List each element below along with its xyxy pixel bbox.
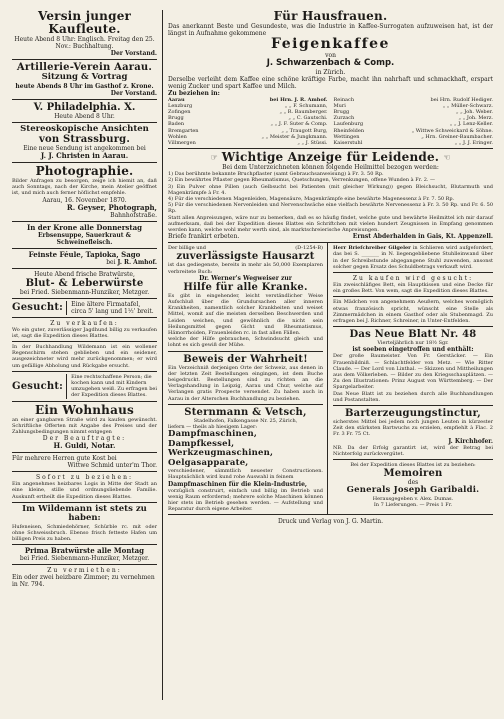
ad-name: J. Kirchhofer.	[448, 437, 493, 445]
ad-body: In der Buchhandlung Wildemann ist ein wollener Regenschirm stehen geblieben und ein seidener, ausgezeichneter wird mehr zurückgenommen; er wird um gefällige Abholung und Rückgabe ersucht.	[12, 344, 157, 369]
ad-hausarzt	[168, 243, 323, 351]
ad-sub: Dr. Werner's Wegweiser zur	[199, 274, 292, 282]
ad-title: Im Wildemann ist stets zu haben:	[22, 503, 147, 524]
ad-body: Der große Baumeister. Von Fr. Gerstäcker. — Ein Frauenbildniß. — Schlachtfelder von Metz. — Wie Ritter Claude. — Der Lord von Linthal. — Skizzen und Mittheilungen aus dem Völkerleben. — Bilder zu den Kriegsschauplätzen. — Zu den Illustrationen: Prinz August von Württemberg. — Der Spargelarbeiter.	[333, 353, 493, 391]
ad-title: Barterzeugungstinctur,	[344, 408, 481, 420]
ad-price: In 7 Lieferungen. — Preis 1 Fr.	[373, 501, 453, 508]
ad-label: Zu kaufen wird gesucht:	[352, 274, 474, 282]
ad-logis	[12, 472, 157, 503]
ad-briefschreiber	[333, 243, 493, 273]
ad-vermiethen	[12, 565, 157, 590]
dealer-name: „ Hrn. Greiner-Baumbacher.	[421, 133, 493, 140]
column-divider	[162, 10, 163, 700]
ad-title-2: Erbsensuppe, Sauerkraut & Schweinefleisch.	[37, 231, 132, 246]
maker-city: in Zürich.	[315, 68, 346, 76]
ad-body: Eine rechtschaffene Person; die kochen kann und mit Kindern umzugehen weiß. Zu erfragen bei der Expedition dieses Blattes.	[66, 374, 157, 399]
ad-bratwurst	[12, 545, 157, 565]
dealer-list	[168, 97, 493, 147]
ad-title: Wichtige Anzeige für Leidende.	[221, 150, 440, 165]
ad-note: NB. Da der Erfolg garantirt ist, wird der Betrag bei Nichterfolg zurückvergütet.	[333, 444, 493, 457]
dealer-name: bei Hrn. Rudolf Hediger.	[430, 96, 493, 103]
ad-signature: Der Vorstand.	[110, 89, 157, 97]
dealer-town: Muri	[333, 102, 346, 109]
ad-title-2: Hilfe für alle Kranke.	[183, 281, 308, 293]
maker-name: J. Schwarzenbach & Comp.	[266, 58, 395, 68]
ad-body: Heute Abend 8 Uhr.	[54, 112, 115, 120]
ad-von: von	[325, 52, 336, 59]
ad-feine	[12, 249, 157, 269]
product-item: Dampfkessel,	[168, 438, 235, 449]
ad-garibaldi	[333, 460, 493, 510]
ad-title: Das Neue Blatt Nr. 48	[349, 329, 477, 341]
dealer-name: „ „ J. Lenz-Keller.	[449, 121, 493, 128]
dealer-town: Brugg	[168, 115, 184, 122]
dealer-entry	[168, 140, 328, 146]
ad-title-2: Dampfmaschinen für die Klein-Industrie,	[168, 480, 307, 488]
dealer-town: Aarau	[168, 96, 185, 103]
remedy-item: 5) Für die verschiedenen Nervenleiden und Nervenschwäche eine vielfach bewährte Nervenessenz à Fr. 3. 50 Rp. und Fr. 6. 50 Rp.	[168, 202, 493, 215]
ad-body: ist das gediegenste, bereits in mehr als 50,000 Exemplaren verbreitete Buch:	[168, 262, 323, 275]
ad-maedchen	[333, 297, 493, 327]
ad-body: liefern — theils ab hiesigem Lager:	[168, 424, 258, 431]
ad-note: Briefe frankirt erbeten.	[168, 233, 240, 241]
ad-body: Wo ein guter, zuverlässiger Jagdhund billig zu verkaufen ist, sagt die Expedition dieses Blattes.	[12, 326, 157, 339]
ad-title: Feinste Féule, Tapioka, Sago	[28, 249, 141, 259]
two-column-section	[168, 243, 493, 515]
ad-title: Herr Briefchreiber Gilgeler	[333, 245, 411, 252]
ad-sub: Vierteljährlich nur 18½ Sgr.	[377, 340, 449, 347]
dealer-town: Lenzburg	[168, 102, 193, 109]
ad-role: Der Beauftragte:	[42, 435, 127, 443]
dealer-name: „ „ Traugott Burg,	[281, 127, 328, 134]
ad-body: Ein zweischläfiges Bett, ein Hauptkissen und eine Decke für ein großes Bett. Von wem, sagt die Expedition dieses Blattes.	[333, 281, 493, 295]
ad-kost	[12, 453, 157, 472]
dealer-name: „ Wittwe Schweickard & Söhne.	[411, 127, 493, 134]
ad-versin	[12, 10, 157, 60]
ad-cta: Zu beziehen in:	[168, 89, 220, 97]
pointing-hand-icon: ☞	[210, 153, 218, 163]
pointing-hand-icon: ☜	[443, 153, 451, 163]
ad-photographie	[12, 163, 157, 222]
ad-barterzeugung	[333, 406, 493, 460]
dealer-name: „ „ Joh. Weber.	[455, 108, 493, 115]
ad-title: Stereoskopische Ansichten	[20, 123, 149, 134]
ad-place-date: Aarau, 16. November 1870.	[42, 196, 127, 204]
ad-body: bei Fried. Siebenmann-Hunziker, Metzger.	[19, 288, 150, 296]
ad-wohnhaus	[12, 402, 157, 454]
ad-body: Eine neue Sendung ist angekommen bei	[23, 145, 146, 152]
dealer-town: Kaiserstuhl	[333, 139, 363, 146]
ad-title: In der Krone alle Donnerstag	[26, 222, 143, 232]
ad-title: Photographie.	[35, 164, 134, 178]
dealer-town: Zofingen	[168, 108, 191, 115]
ad-outro: Statt allen Anpreisungen, wäre nur zu bemerken, daß es so häufig findet, welche gute und bewährte Heilmittel ich mir darauf aufmerksam, daß bei der Expedition dieses Blattes ein Schriftchen mit vielen hundert Zeugnissen in Empfang genommen werden kann, welche wohl mehr werth sind, als marktschreierische Anpreisungen.	[168, 214, 493, 233]
right-column	[168, 10, 493, 525]
dealer-town: Baden	[168, 121, 185, 128]
ad-note: Das Neue Blatt ist zu beziehen durch alle Buchhandlungen und Postanstalten.	[333, 390, 493, 403]
ad-sub: des	[407, 479, 419, 487]
dealer-name: „ „ J. Stüssi.	[297, 139, 328, 146]
ad-artillerie	[12, 60, 157, 100]
ad-body: Bilder Anfragen zu besorgen, zeige ich hiemit an, daß auch Sonntags, nach der Kirche, mein Atelier geöffnet ist, und mich auch ferner höflichst empfehle.	[12, 178, 157, 197]
ad-note: welche der Hilfe gebrauchen, Schwindsucht gleich und lohnt es sich gewiß der Mühe.	[168, 336, 323, 349]
ad-title: Für Hausfrauen.	[273, 9, 388, 23]
ad-body: in Schlieren wird aufgefordert, das bei S. _______ in N. liegengebliebene Stuhlleinwand über in der Schreibstunde abgegangene Stuhl zuwenden, ansonst solcher gegen Ersatz des Schuldbetrags verkauft wird.	[333, 245, 493, 270]
ad-body: an einer gangbaren Straße wird zu kaufen gewünscht. Schriftliche Offerten mit Angabe des Preises und der Zahlungsbedingungen nimmt entgegen	[12, 416, 157, 436]
dealer-name: bei Hrn. J. R. Amhof.	[269, 96, 328, 103]
ad-name: R. Geyser, Photograph,	[66, 202, 157, 212]
dealer-name: „ „ Müller-Schwarz.	[442, 102, 493, 109]
remedy-item: 2) Ein bewährtes Pflaster gegen Rheumatismus, Quetschungen, Verrenkungen, offene Wunden à Fr. 2. —	[168, 177, 436, 184]
ad-line: ist soeben eingetroffen und enthält:	[352, 346, 474, 354]
ad-body: Ein oder zwei heizbare Zimmer; zu vernehmen in Nr. 794.	[12, 574, 155, 589]
ad-intro: Bei dem Unterzeichneten können folgende Heilmittel bezogen werden:	[222, 164, 439, 172]
left-column	[12, 10, 157, 590]
ad-title: Versin junger Kaufleute.	[37, 9, 132, 36]
sub-column-left	[168, 243, 328, 514]
imprint: Druck und Verlag von J. G. Martin.	[278, 518, 383, 526]
ad-feigenkaffee	[168, 10, 493, 149]
dealer-name: „ „ J. J. Eringer.	[454, 139, 493, 146]
ad-signature: Ernst Abderhalden in Gais, Kt. Appenzell.	[352, 233, 493, 241]
remedy-item: 4) Für die verschiedenen Magenleiden, Magensäure, Magenkrämpfe eine bewährte Magenessenz à Fr. 7. 50 Rp.	[168, 195, 455, 202]
dealer-name: „ „ C. Gautschi.	[288, 115, 328, 122]
ad-body: Heute Abend 8 Uhr: Englisch. Freitag den 25. Nov.: Buchhaltung.	[14, 36, 155, 50]
ad-body: heute Abends 8 Uhr im Gasthof z. Krone.	[15, 82, 154, 90]
product-item: Oelgasapparate,	[168, 457, 249, 468]
ad-title-2: Generals Joseph Garibaldi.	[346, 485, 480, 496]
ad-label: Gesucht:	[12, 302, 64, 314]
ad-text-2: vorzüglich construirt, einfach und billig im Betrieb und wenig Raum erfordernd; mehrere solche Maschinen können hier stets im Betrieb gesehen werden. — Aufstellung und Reparatur durch eigene Arbeiter.	[168, 487, 323, 513]
ad-dampfmaschinen	[168, 405, 323, 515]
ad-body: Hufeneisen, Schmiedehörner, Schürble rc. mit oder ohne Schweissbruch. Ebenso frisch fetteste Hafen um billigen Preis zu haben.	[12, 523, 157, 543]
dealer-town: Wohlen	[168, 133, 187, 140]
ad-wildemann	[12, 503, 157, 546]
dealer-town: Laufenburg	[333, 121, 364, 128]
remedy-item: 3) Ein Pulver ohne Pillen (auch Gelbsucht bei Patienten (mit gleicher Wirkung)) gegen Bleichsucht, Blutarmuth und Magenkrämpfe à Fr. 4.	[168, 183, 493, 196]
dealer-town: Rheinfelden	[333, 127, 365, 134]
ad-body: Ein Mädchen von angenehmem Aeußern, welches womöglich etwas französisch spricht, wünscht eine Stelle als Zimmermädchen in einem Gasthof oder als Stubenmagd. Zu erfragen bei J. Richner, Schreiner, in Unter-Entfelden.	[333, 299, 493, 324]
dealer-town: Zurzach	[333, 115, 355, 122]
ad-body: Eine ältere Firmatafel, circa 5' lang und 1½' breit.	[66, 301, 157, 315]
ad-title: Artillerie-Verein Aarau.	[16, 62, 153, 73]
dealer-entry	[334, 140, 494, 146]
ad-neue-blatt	[333, 327, 493, 406]
dealer-town: Bremgarten	[168, 127, 199, 134]
dealer-town: Villmergen	[168, 139, 196, 146]
dealer-name: „ „ F. Schumann,	[284, 102, 328, 109]
ad-sub: bei	[106, 258, 116, 266]
ad-code: (D-1254-B)	[295, 245, 323, 252]
ad-text: Es gibt in eingehender, leicht verständlicher Weise Aufschluß über die Grundursachen aller inneren Krankheiten, namentlich solcher Krankheiten und weiset Mittel, womit auf die meisten derselben Beschwerden und Leiden weichen, und gewöhnlich die nicht sein Heilungsmittel gegen Gicht und Rheumatismus, Hämorrhoiden, Frauenleiden rc. in fast allen Fällen.	[168, 292, 323, 336]
ad-label: Sofort zu beziehen:	[36, 474, 133, 482]
sub-column-right	[333, 243, 493, 514]
product-item: Werkzeugmaschinen,	[168, 448, 274, 459]
ad-gesucht-firmatafel	[12, 299, 157, 318]
ad-line: Heute Abend frische Bratwürste,	[34, 270, 135, 278]
ad-price: Der billige und	[168, 245, 206, 252]
ad-krone	[12, 222, 157, 249]
dealer-name: „ „ Joh. Merz.	[458, 115, 493, 122]
dealer-town: Reinach	[333, 96, 355, 103]
product-name: Feigenkaffee	[271, 36, 390, 52]
ad-title: Beweis der Wahrheit!	[183, 353, 308, 365]
ad-sub: Stadelhofen, Falkengasse Nr. 25, Zürich,	[193, 417, 298, 424]
ad-text: verschiedener, sämmtlich neuester Constructionen. Hauptsächlich wird kund rohe Auswahl in feinem	[168, 468, 323, 481]
ad-label: Zu verkaufen:	[50, 319, 119, 327]
ad-title: V. Philadelphia. X.	[33, 101, 136, 113]
ad-body: bei Fried. Siebenmann-Hunziker, Metzger.	[19, 555, 150, 563]
dealer-town: Brugg	[333, 108, 350, 115]
ad-title: Sternmann & Vetsch,	[184, 406, 307, 418]
ad-title: zuverlässigste Hausarzt	[176, 251, 315, 263]
ad-wurst	[12, 269, 157, 299]
ad-label: Zu vermiethen:	[47, 567, 122, 575]
ad-bett	[333, 273, 493, 297]
ad-body: Ein Verzeichniß derjenigen Orte der Schweiz, aus denen in der letzten Zeit Bestellungen eingingen, ist dem Buche beigedruckt. Bestellungen sind zu richten an die Verlagshandlung in Leipzig, Aarau und Chur, welche auf Verlangen gratis Prospecte versendet. Zu haben auch in Aarau in der Alterschen Buchhandlung zu beziehen.	[168, 364, 323, 402]
dealer-name: „ „ R. Baumberger.	[279, 108, 328, 115]
ad-title: Memoiren	[383, 468, 443, 480]
ad-line: Bei der Expedition dieses Blattes ist zu beziehen:	[350, 462, 476, 469]
ad-wichtige-anzeige	[168, 149, 493, 243]
ad-title: Prima Bratwürste alle Montag	[24, 546, 145, 556]
ad-body: Derselbe verleiht dem Kaffee eine schöne kräftige Farbe, macht ihn nahrhaft und schmackhaft, erspart wenig Zucker und spart Kaffee und Milch.	[168, 75, 493, 90]
dealer-town: Wettingen	[333, 133, 360, 140]
ad-body: Ein angenehmes heizbares Logis in Mitte der Stadt an eine kleine, stille und ordnungsliebende Familie. Auskunft ertheilt die Expedition dieses Blattes.	[12, 481, 157, 500]
ad-name: J. R. Amhof.	[117, 258, 157, 266]
ad-intro: Das anerkannt Beste und Gesundeste, was die Industrie in Kaffee-Surrogaten aufzuweisen hat, ist der längst in Aufnahme gekommene	[168, 23, 493, 37]
ad-address: Bahnhofstraße.	[110, 211, 157, 219]
ad-label: Gesucht:	[12, 380, 64, 392]
ad-name: J. J. Christen in Aarau.	[40, 151, 129, 160]
ad-verkaufen	[12, 318, 157, 342]
ad-title: Ein Wohnhaus	[35, 402, 134, 417]
remedy-list	[168, 171, 493, 214]
ad-name: H. Guldi, Notar.	[53, 441, 116, 451]
ad-strassburg	[12, 123, 157, 164]
dealer-name: „ „ J. F. Suter & Comp.	[270, 121, 328, 128]
ad-body: sicherstes Mittel bei jedem noch jungen Leuten in kürzester Zeit den stärksten Bartwuchs zu erzielen, empfiehlt à Flac. 2 Fr. 3 Fr. 75 Ct.	[333, 419, 493, 438]
ad-name: Wittwe Schmid unter'm Thor.	[67, 462, 157, 470]
ad-editor: Herausgegeben v. Alex. Dumas.	[372, 495, 454, 502]
ad-beweis	[168, 352, 323, 405]
ad-title: Blut- & Leberwürste	[25, 277, 144, 289]
ad-title-2: von Strassburg.	[38, 134, 131, 145]
ad-body: Für mehrere Herren gute Kost bei	[12, 455, 117, 463]
ad-subtitle: Sitzung & Vortrag	[41, 72, 128, 82]
ad-philadelphia	[12, 100, 157, 123]
product-item: Dampfmaschinen,	[168, 429, 258, 440]
ad-regenschirm	[12, 342, 157, 372]
ad-signature: Der Vorstand.	[110, 50, 157, 57]
dealer-name: „ „ Meister & Jungkmann.	[261, 133, 328, 140]
ad-gesucht-person	[12, 372, 157, 402]
remedy-item: 1) Das berühmte bekannte Bruchpflaster (samt Gebrauchsanweisung) à Fr. 3. 50 Rp.	[168, 171, 384, 178]
